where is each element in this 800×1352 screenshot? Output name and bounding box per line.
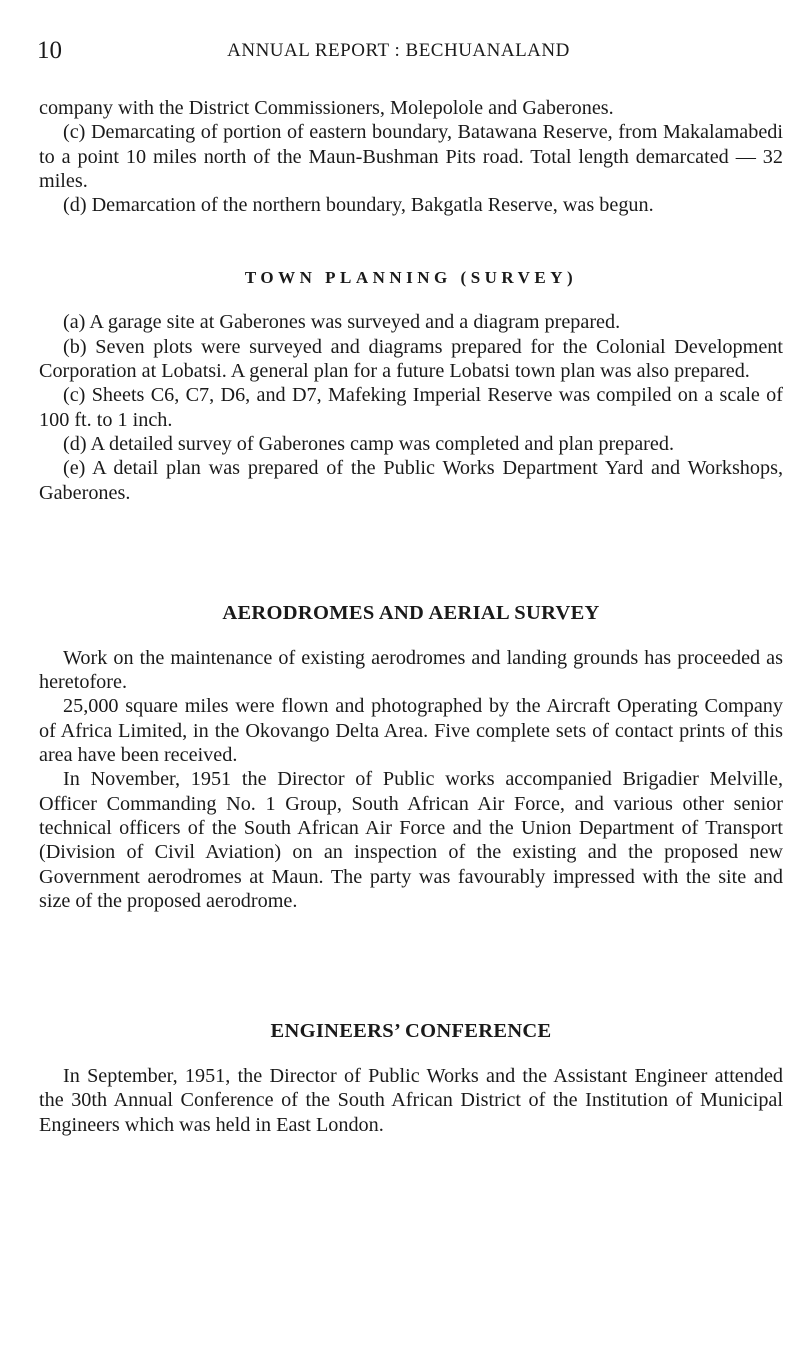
paragraph: Work on the maintenance of existing aerodromes and landing grounds has proceeded as heretofore. (39, 646, 783, 694)
paragraph: (c) Sheets C6, C7, D6, and D7, Mafeking Imperial Reserve was compiled on a scale of 100 ft. to 1 inch. (39, 384, 783, 431)
aerodromes-section (39, 601, 783, 913)
section-heading-town-planning: TOWN PLANNING (SURVEY) (244, 268, 578, 288)
town-planning-section (39, 266, 783, 504)
paragraph: In September, 1951, the Director of Public Works and the Assistant Engineer attended the 30th Annual Conference of the South African District of the Institution of Municipal Engineers which was held in East London. (39, 1065, 783, 1136)
paragraph: (e) A detail plan was prepared of the Public Works Department Yard and Workshops, Gaberones. (39, 457, 783, 504)
paragraph: (b) Seven plots were surveyed and diagrams prepared for the Colonial Development Corporation at Lobatsi. A general plan for a future Lobatsi town plan was also prepared. (39, 335, 783, 383)
paragraph: 25,000 square miles were flown and photographed by the Aircraft Operating Company of Africa Limited, in the Okovango Delta Area. Five complete sets of contact prints of this area have been received. (39, 695, 783, 767)
paragraph: (a) A garage site at Gaberones was surveyed and a diagram prepared. (63, 311, 621, 334)
section-heading-engineers-conference: ENGINEERS’ CONFERENCE (270, 1020, 552, 1043)
intro-section (39, 96, 783, 217)
paragraph: (d) Demarcation of the northern boundary, Bakgatla Reserve, was begun. (63, 194, 654, 217)
body-text (39, 96, 783, 1137)
engineers-conference-section (39, 1019, 783, 1137)
paragraph: (c) Demarcating of portion of eastern boundary, Batawana Reserve, from Makalamabedi to a point 10 miles north of the Maun-Bushman Pits road. Total length demarcated — 32 miles. (39, 121, 783, 192)
page-number: 10 (37, 37, 62, 64)
paragraph: In November, 1951 the Director of Public works accompanied Brigadier Melville, Officer Commanding No. 1 Group, South African Air Force, and various other senior technical officers of the South African Air Force and the Union Department of Transport (Division of Civil Aviation) on an inspection of the existing and the proposed new Government aerodromes at Maun. The party was favourably impressed with the site and size of the proposed aerodrome. (39, 768, 783, 912)
running-title: ANNUAL REPORT : BECHUANALAND (227, 40, 570, 61)
page-header (37, 36, 760, 66)
paragraph: company with the District Commissioners, Molepolole and Gaberones. (39, 97, 614, 119)
paragraph: (d) A detailed survey of Gaberones camp was completed and plan prepared. (63, 432, 675, 455)
section-heading-aerodromes: AERODROMES AND AERIAL SURVEY (222, 601, 600, 624)
